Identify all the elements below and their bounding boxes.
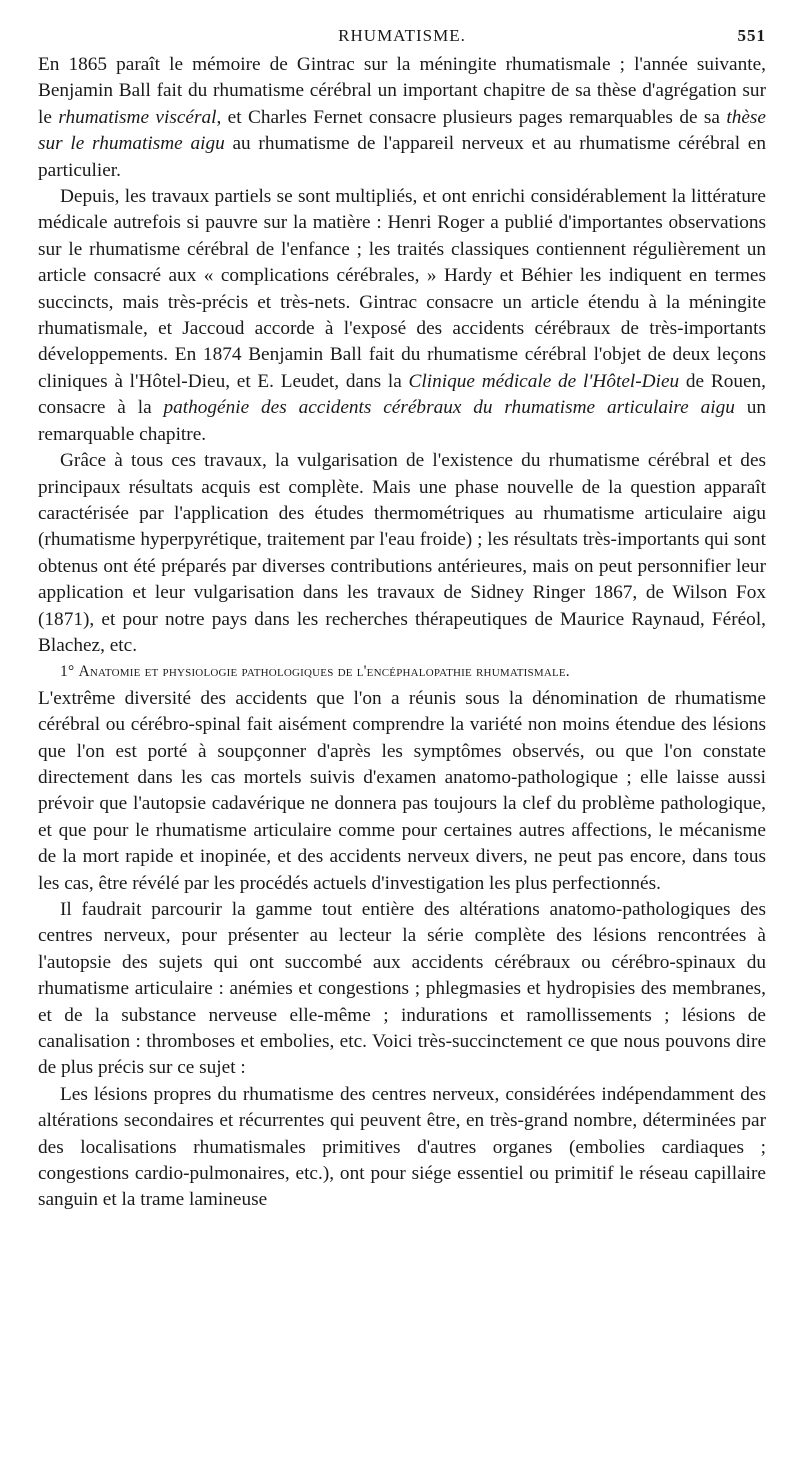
running-title: RHUMATISME. — [338, 26, 466, 45]
paragraph-2-italic-b: pathogénie des accidents cérébraux du rhumatisme articulaire aigu — [163, 397, 735, 419]
section-heading — [38, 659, 766, 685]
paragraph-3: Grâce à tous ces travaux, la vulgarisation de l'existence du rhumatisme cérébral et des principaux résultats acquis est complète. Mais une phase nouvelle de la question apparaît caractérisée par l'application des études thermométriques au rhumatisme articulaire aigu (rhumatisme hyperpyrétique, traitement par l'eau froide) ; les résultats très-importants qui sont obtenus ont été préparés par diverses contributions antérieures, mais on peut personnifier leur application et leur vulgarisation dans les travaux de Sidney Ringer 1867, de Wilson Fox (1871), et pour notre pays dans les recherches thérapeutiques de Maurice Raynaud, Féréol, Blachez, etc. — [38, 450, 766, 656]
paragraph-2-text-c: un remarquable chapitre. — [38, 397, 766, 445]
page-number: 551 — [737, 26, 766, 45]
paragraph-5: Il faudrait parcourir la gamme tout entière des altérations anatomo-pathologiques des centres nerveux, pour présenter au lecteur la série complète des lésions rencontrées à l'autopsie des sujets qui ont succombé aux accidents cérébraux ou cérébro-spinaux du rhumatisme articulaire : anémies et congestions ; phlegmasies et hydropisies des membranes, et de la substance nerveuse elle-même ; indurations et ramollissements ; lésions de canalisation : thromboses et embolies, etc. Voici très-succinctement ce que nous pouvons dire de plus précis sur ce sujet : — [38, 899, 766, 1079]
paragraph-1-text-b: , et Charles Fernet consacre plusieurs pages remarquables de sa — [216, 106, 727, 128]
paragraph-1-text-a: En 1865 paraît le mémoire de Gintrac sur la méningite rhumatismale ; l'année suivante, Benjamin Ball fait du rhumatisme cérébral un important chapitre de sa thèse d'agrégation sur le — [38, 54, 766, 128]
paragraph-6: Les lésions propres du rhumatisme des centres nerveux, considérées indépendamment des altérations secondaires et récurrentes qui peuvent être, en très-grand nombre, déterminées par des localisations rhumatismales primitives d'autres organes (embolies cardiaques ; congestions cardio-pulmonaires, etc.), ont pour siége essentiel ou primitif le réseau capillaire sanguin et la trame lamineuse — [38, 1083, 766, 1211]
paragraph-2-text-b: de Rouen, consacre à la — [38, 370, 766, 419]
paragraph-4: L'extrême diversité des accidents que l'on a réunis sous la dénomination de rhumatisme cérébral ou cérébro-spinal fait aisément comprendre la variété non moins étendue des lésions que l'on est porté à soupçonner d'après les symptômes observés, ou que l'on constate directement dans les cas mortels suivis d'examen anatomo-pathologique ; elle laisse aussi prévoir que l'autopsie cadavérique ne donnera pas toujours la clef du problème pathologique, et que pour le rhumatisme articulaire comme pour certaines autres affections, le mécanisme de la mort rapide et inopinée, et des accidents nerveux divers, ne peut pas encore, dans tous les cas, être révélé par les procédés actuels d'investigation les plus perfectionnés. — [38, 687, 766, 894]
running-head — [38, 26, 766, 52]
paragraph-1 — [38, 52, 766, 184]
section-number: 1° — [60, 663, 75, 681]
paragraph-1-italic-a: rhumatisme viscéral — [58, 106, 217, 128]
paragraph-1-text-c: au rhumatisme de l'appareil nerveux et au rhumatisme cérébral en particulier. — [38, 133, 766, 181]
body-text — [38, 52, 766, 1214]
document-page — [38, 26, 766, 1214]
paragraph-2 — [38, 184, 766, 448]
paragraph-2-text-a: Depuis, les travaux partiels se sont multipliés, et ont enrichi considérablement la littérature médicale autrefois si pauvre sur la matière : Henri Roger a publié d'importantes observations sur le rhumatisme cérébral de l'enfance ; les traités classiques contiennent régulièrement un article consacré aux « complications cérébrales, » Hardy et Béhier les indiquent en termes succincts, mais très-précis et très-nets. Gintrac consacre un article étendu à la méningite rhumatismale, et Jaccoud accorde à l'exposé des accidents cérébraux de très-importants développements. En 1874 Benjamin Ball fait du rhumatisme cérébral l'objet de deux leçons cliniques à l'Hôtel-Dieu, et E. Leudet, dans la — [38, 186, 766, 392]
paragraph-1-italic-b: thèse sur le rhumatisme aigu — [38, 106, 766, 155]
section-title: Anatomie et physiologie pathologiques de l'encéphalopathie rhumatismale. — [78, 663, 570, 681]
paragraph-2-italic-a: Clinique médicale de l'Hôtel-Dieu — [408, 370, 680, 392]
